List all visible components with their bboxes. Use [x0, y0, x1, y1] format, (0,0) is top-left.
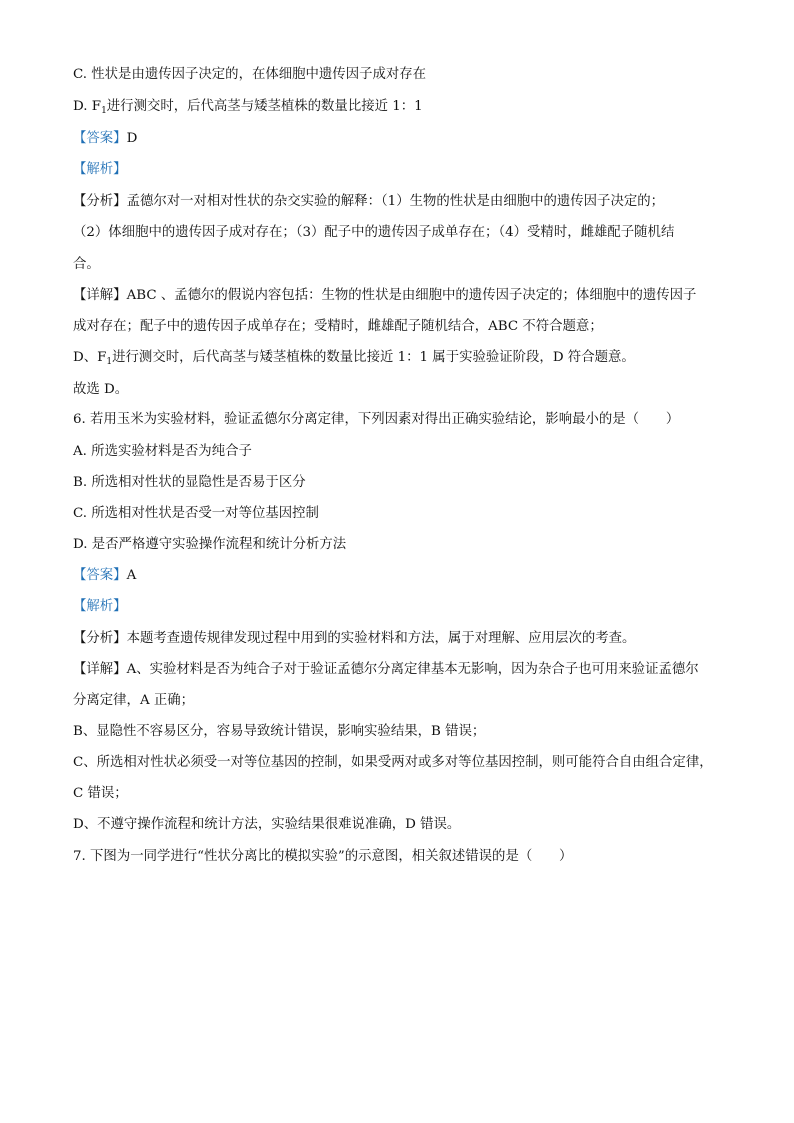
q5-conclusion: 故选 D。	[73, 382, 129, 397]
q5-fenxi-line-1: 【分析】孟德尔对一对相对性状的杂交实验的解释：（1）生物的性状是由细胞中的遗传因子决定的；	[73, 194, 665, 209]
q6-option-b: B. 所选相对性状的显隐性是否易于区分	[73, 475, 306, 490]
q6-option-d: D. 是否严格遵守实验操作流程和统计分析方法	[73, 537, 347, 552]
analysis-tag: 【解析】	[73, 599, 127, 614]
analysis-tag: 【解析】	[73, 162, 127, 177]
q6-xiangjie-line-2: 分离定律，A 正确；	[73, 693, 195, 708]
q6-xiangjie-line-4: C、所选相对性状必须受一对等位基因的控制，如果受两对或多对等位基因控制，则可能符合自由组合定律，	[73, 755, 713, 770]
q5-option-c: C. 性状是由遗传因子决定的，在体细胞中遗传因子成对存在	[73, 67, 427, 82]
q6-analysis-heading	[73, 597, 730, 617]
q6-option-c: C. 所选相对性状是否受一对等位基因控制	[73, 506, 319, 521]
xiangjie-tag: 【详解】	[73, 288, 127, 303]
answer-tag: 【答案】	[73, 568, 127, 583]
q5-xiangjie-line-2: 成对存在；配子中的遗传因子成单存在；受精时，雌雄配子随机结合，ABC 不符合题意；	[73, 319, 603, 334]
fenxi-tag: 【分析】	[73, 631, 127, 646]
q5-xiangjie-line-1: 【详解】ABC 、孟德尔的假说内容包括：生物的性状是由细胞中的遗传因子决定的；体细胞中的遗传因子	[73, 288, 697, 303]
q5-answer: 【答案】D	[73, 131, 138, 146]
q6-answer: 【答案】A	[73, 568, 137, 583]
q5-fenxi-line-2: （2）体细胞中的遗传因子成对存在；（3）配子中的遗传因子成单存在；（4）受精时，雌雄配子随机结	[73, 225, 675, 240]
q5-xiangjie-line-3: D、$F_1$进行测交时，后代高茎与矮茎植株的数量比接近 1：1 属于实验验证阶段，D 符合题意。	[73, 350, 635, 367]
q6-xiangjie-line-1: 【详解】A、实验材料是否为纯合子对于验证孟德尔分离定律基本无影响，因为杂合子也可用来验证孟德尔	[73, 662, 699, 677]
fenxi-tag: 【分析】	[73, 194, 127, 209]
q6-xiangjie-line-6: D、不遵守操作流程和统计方法，实验结果很难说准确，D 错误。	[73, 817, 461, 832]
answer-tag: 【答案】	[73, 131, 127, 146]
q6-stem: 6. 若用玉米为实验材料，验证孟德尔分离定律，下列因素对得出正确实验结论，影响最小的是（ ）	[73, 412, 680, 427]
q6-option-a: A. 所选实验材料是否为纯合子	[73, 444, 252, 459]
q5-option-d: D. $F_1$进行测交时，后代高茎与矮茎植株的数量比接近 1：1	[73, 99, 423, 116]
q6-xiangjie-line-3: B、显隐性不容易区分，容易导致统计错误，影响实验结果，B 错误；	[73, 724, 486, 739]
xiangjie-tag: 【详解】	[73, 662, 127, 677]
q5-fenxi-line-3: 合。	[73, 257, 100, 272]
q6-fenxi: 【分析】本题考查遗传规律发现过程中用到的实验材料和方法，属于对理解、应用层次的考查。	[73, 631, 636, 646]
q7-stem: 7. 下图为一同学进行“性状分离比的模拟实验”的示意图，相关叙述错误的是（ ）	[73, 849, 573, 864]
q6-xiangjie-line-5: C 错误；	[73, 786, 128, 801]
q5-analysis-heading	[73, 160, 730, 180]
